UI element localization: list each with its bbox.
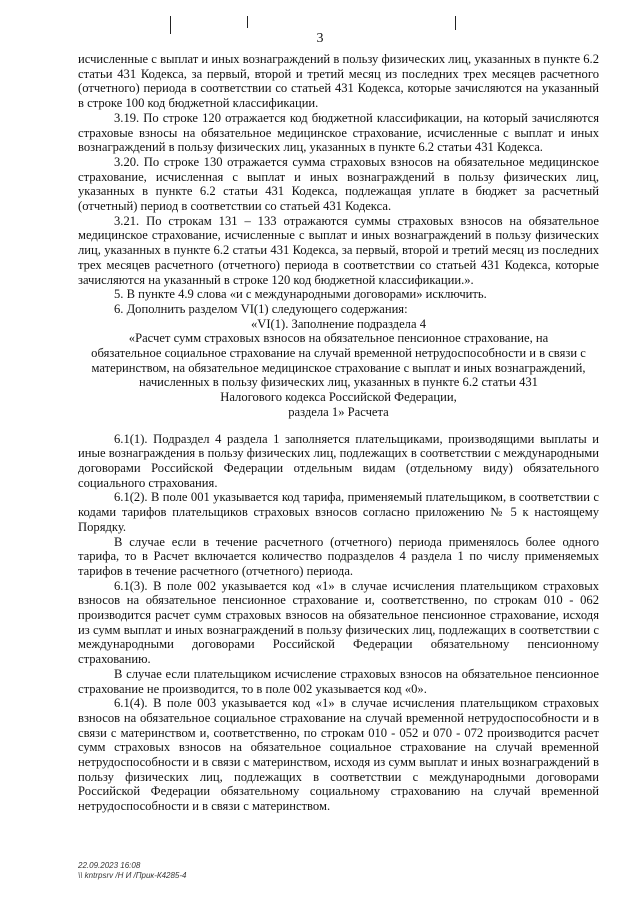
paragraph: 6.1(3). В поле 002 указывается код «1» в случае исчисления плательщиком страховых взносов на обязательное пенсионное страхование и, соответственно, по строкам 010 - 062 производится расчет сумм страховых взносов на обязательное пенсионное страхование, исходя из сумм выплат и иных вознаграждений в пользу физических лиц, подлежащих в соответствии с международными договорами Российской Федерации обязательному пенсионному страхованию. — [78, 578, 599, 667]
section-title: «VI(1). Заполнение подраздела 4 — [250, 316, 427, 331]
section-subtitle-line: обязательное социальное страхование на случай временной нетрудоспособности и в связи с — [91, 346, 586, 361]
paragraph: 6.1(4). В поле 003 указывается код «1» в случае исчисления плательщиком страховых взносов на обязательное социальное страхование на случай временной нетрудоспособности и в связи с материнством и, соответственно, по строкам 010 - 052 и 070 - 072 производится расчет сумм страховых взносов на обязательное социальное страхование на случай временной нетрудоспособности и в связи с материнством, исходя из сумм выплат и иных вознаграждений в пользу физических лиц, подлежащих в соответствии с международными договорами Российской Федерации обязательному социальному страхованию на случай временной нетрудоспособности и в связи с материнством. — [78, 696, 599, 814]
paragraph: 6.1(1). Подраздел 4 раздела 1 заполняется плательщиками, производящими выплаты и иные вознаграждения в пользу физических лиц, подлежащих в соответствии с международными договорами Российской Федерации отдельным видам (отдельному виду) обязательного социального страхования. — [78, 431, 599, 490]
page-number: 3 — [316, 31, 324, 46]
scan-mark — [455, 16, 456, 30]
document-body — [78, 52, 599, 814]
footer-doc-id: \\ kntrpsrv /Н И /Прик-К4285-4 — [78, 871, 187, 880]
paragraph: 6.1(2). В поле 001 указывается код тарифа, применяемый плательщиком, в соответствии с кодами тарифов плательщиков страховых взносов согласно приложению № 5 к настоящему Порядку. — [78, 490, 599, 534]
paragraph: 5. В пункте 4.9 слова «и с международными договорами» исключить. — [114, 287, 487, 302]
paragraph: исчисленные с выплат и иных вознаграждений в пользу физических лиц, указанных в пункте 6.2 статьи 431 Кодекса, за первый, второй и третий месяц из последних трех месяцев расчетного (отчетного) периода в соответствии со статьей 431 Кодекса, которые зачисляются на указанный в строке 100 код бюджетной классификации. — [78, 52, 599, 111]
paragraph: 6. Дополнить разделом VI(1) следующего содержания: — [114, 301, 408, 316]
paragraph: 3.19. По строке 120 отражается код бюджетной классификации, на который зачисляются страховые взносы на обязательное медицинское страхование, исчисленные с выплат и иных вознаграждений в пользу физических лиц, указанных в пункте 6.2 статьи 431 Кодекса. — [78, 110, 599, 155]
section-subtitle-line: начисленных в пользу физических лиц, указанных в пункте 6.2 статьи 431 — [139, 375, 538, 390]
paragraph: 3.21. По строкам 131 – 133 отражаются суммы страховых взносов на обязательное медицинское страхование, исчисленные с выплат и иных вознаграждений в пользу физических лиц, указанных в пункте 6.2 статьи 431 Кодекса, за первый, второй и третий месяц из последних трех месяцев расчетного (отчетного) периода в соответствии со статьей 431 Кодекса, которые зачисляются на указанный в строке 120 код бюджетной классификации.». — [78, 213, 599, 287]
footer — [78, 861, 187, 881]
paragraph: 3.20. По строке 130 отражается сумма страховых взносов на обязательное медицинское страхование, исчисленная с выплат и иных вознаграждений в пользу физических лиц, указанных в пункте 6.2 статьи 431 Кодекса, подлежащая уплате в бюджет за расчетный (отчетный) период в соответствии со статьей 431 Кодекса. — [78, 154, 599, 214]
section-subtitle-line: Налогового кодекса Российской Федерации, — [220, 390, 457, 405]
section-subtitle-line: раздела 1» Расчета — [288, 404, 389, 419]
section-subtitle-line: материнством, на обязательное медицинское страхование с выплат и иных вознаграждений, — [91, 360, 586, 375]
paragraph: В случае если в течение расчетного (отчетного) периода применялось более одного тарифа, то в Расчет включается количество подразделов 4 раздела 1 по числу применяемых тарифов в течение расчетного (отчетного) периода. — [78, 534, 599, 578]
footer-date: 22.09.2023 16:08 — [78, 861, 141, 870]
section-subtitle-line: «Расчет сумм страховых взносов на обязательное пенсионное страхование, на — [128, 331, 549, 346]
scan-mark — [247, 16, 248, 28]
paragraph: В случае если плательщиком исчисление страховых взносов на обязательное пенсионное страхование не производится, то в поле 002 указывается код «0». — [78, 666, 599, 696]
